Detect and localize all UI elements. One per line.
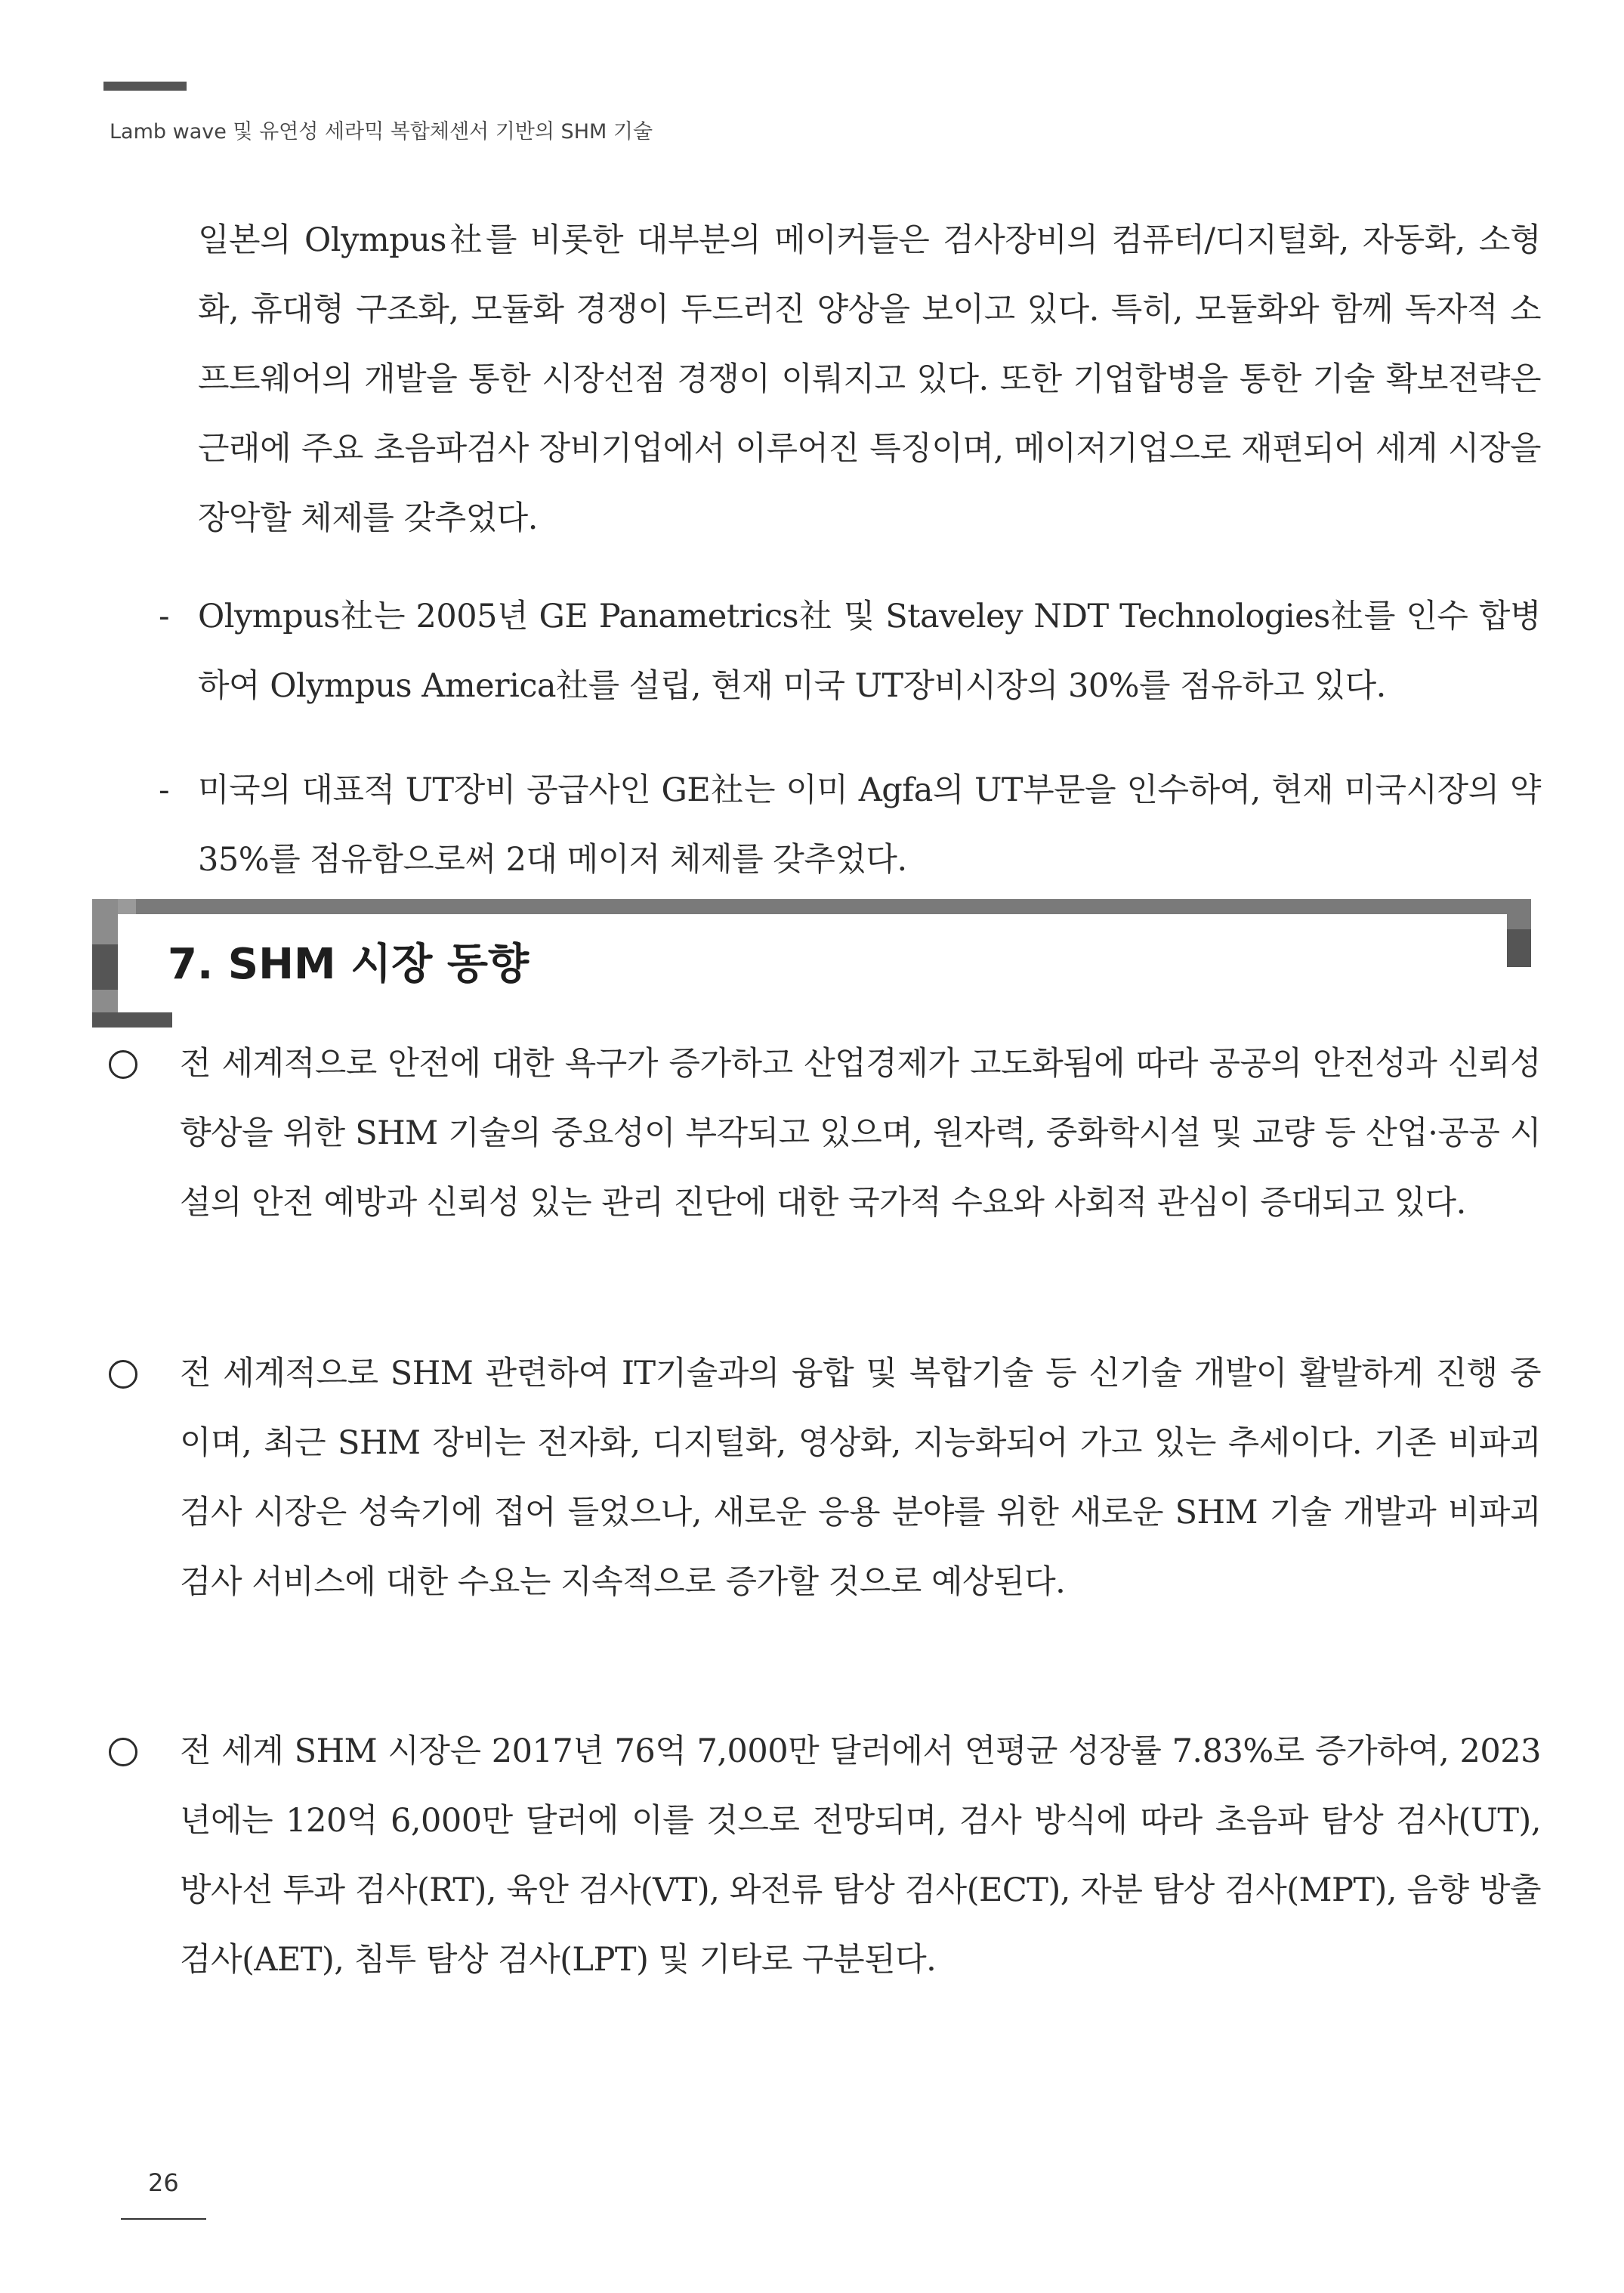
intro-paragraph: 일본의 Olympus社를 비롯한 대부분의 메이커들은 검사장비의 컴퓨터/디지털화, 자동화, 소형화, 휴대형 구조화, 모듈화 경쟁이 두드러진 양상을 보이고 있다. 특히, 모듈화와 함께 독자적 소프트웨어의 개발을 통한 시장선점 경쟁이 이뤄지고 있다. 또한 기업합병을 통한 기술 확보전략은 근래에 주요 초음파검사 장비기업에서 이루어진 특징이며, 메이저기업으로 재편되어 세계 시장을 장악할 체제를 갖추었다. — [198, 221, 1541, 537]
frame-left-accent — [92, 944, 118, 990]
frame-right-bar — [1507, 899, 1531, 967]
frame-bottom-bar — [92, 1012, 172, 1028]
dash-marker: - — [159, 771, 170, 809]
circle-bullet-icon — [109, 1738, 137, 1766]
dash-list-item — [159, 582, 1541, 721]
circle-bullet-icon — [109, 1050, 137, 1079]
dash-list-item — [159, 756, 1541, 895]
dash-item-text: 미국의 대표적 UT장비 공급사인 GE社는 이미 Agfa의 UT부문을 인수하여, 현재 미국시장의 약 35%를 점유함으로써 2대 메이저 체제를 갖추었다. — [198, 771, 1541, 879]
page-number: 26 — [148, 2168, 179, 2197]
circle-bullet-icon — [109, 1360, 137, 1389]
frame-top-bar — [92, 899, 1531, 914]
frame-left-bar — [92, 899, 118, 1028]
frame-right-accent — [1507, 929, 1531, 967]
bullet-paragraph: 전 세계 SHM 시장은 2017년 76억 7,000만 달러에서 연평균 성장률 7.83%로 증가하여, 2023년에는 120억 6,000만 달러에 이를 것으로 전망되며, 검사 방식에 따라 초음파 탐상 검사(UT), 방사선 투과 검사(RT), 육안 검사(VT), 와전류 탐상 검사(ECT), 자분 탐상 검사(MPT), 음향 방출 검사(AET), 침투 탐상 검사(LPT) 및 기타로 구분된다. — [180, 1732, 1541, 1979]
section-title: 7. SHM 시장 동향 — [168, 940, 529, 989]
bullet-paragraph: 전 세계적으로 안전에 대한 욕구가 증가하고 산업경제가 고도화됨에 따라 공공의 안전성과 신뢰성 향상을 위한 SHM 기술의 중요성이 부각되고 있으며, 원자력, 중화학시설 및 교량 등 산업·공공 시설의 안전 예방과 신뢰성 있는 관리 진단에 대한 국가적 수요와 사회적 관심이 증대되고 있다. — [180, 1045, 1541, 1222]
dash-marker: - — [159, 598, 170, 635]
running-title: Lamb wave 및 유연성 세라믹 복합체센서 기반의 SHM 기술 — [110, 120, 653, 144]
frame-top-inner-bar — [136, 899, 1507, 914]
dash-item-text: Olympus社는 2005년 GE Panametrics社 및 Staveley NDT Technologies社를 인수 합병하여 Olympus America社를 설립, 현재 미국 UT장비시장의 30%를 점유하고 있다. — [198, 598, 1541, 705]
header-accent-bar — [103, 82, 187, 91]
footer-rule — [121, 2218, 206, 2220]
bullet-paragraph: 전 세계적으로 SHM 관련하여 IT기술과의 융합 및 복합기술 등 신기술 개발이 활발하게 진행 중이며, 최근 SHM 장비는 전자화, 디지털화, 영상화, 지능화되어 가고 있는 추세이다. 기존 비파괴 검사 시장은 성숙기에 접어 들었으나, 새로운 응용 분야를 위한 새로운 SHM 기술 개발과 비파괴 검사 서비스에 대한 수요는 지속적으로 증가할 것으로 예상된다. — [180, 1355, 1541, 1601]
